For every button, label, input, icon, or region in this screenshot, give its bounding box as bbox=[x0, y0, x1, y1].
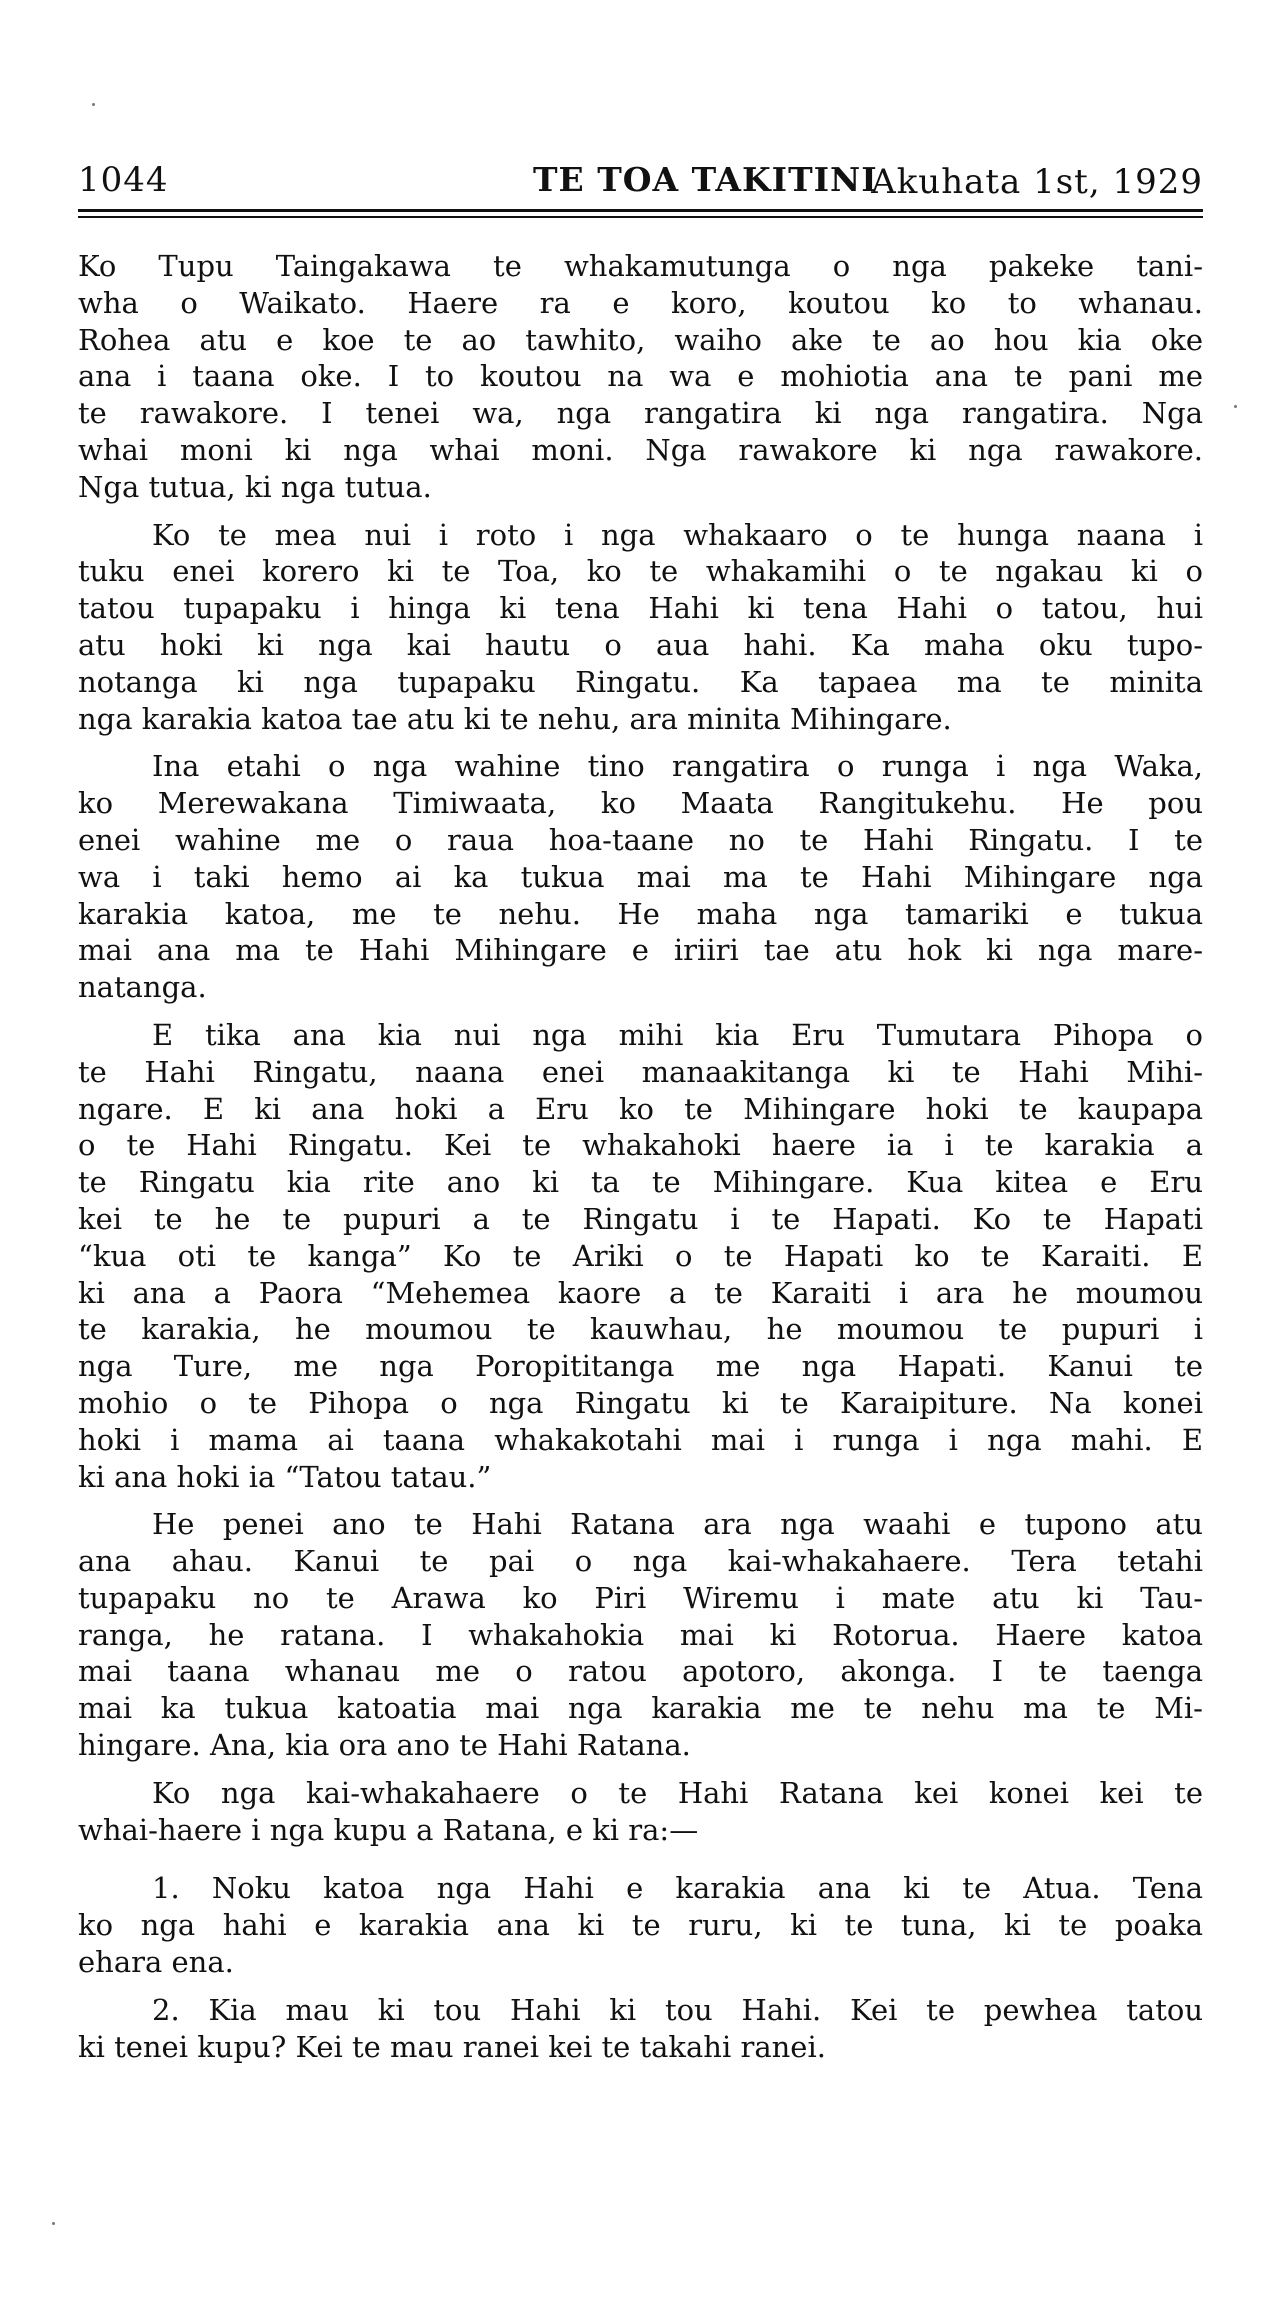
publication-title: TE TOA TAKITINI bbox=[533, 160, 878, 199]
text-line: 1. Noku katoa nga Hahi e karakia ana ki te Atua. Tena bbox=[152, 1871, 1203, 1906]
running-header bbox=[78, 160, 1203, 208]
article-body bbox=[78, 248, 1203, 2076]
text-line: hingare. Ana, kia ora ano te Hahi Ratana. bbox=[78, 1728, 691, 1763]
print-speck bbox=[92, 103, 95, 106]
text-line: “kua oti te kanga” Ko te Ariki o te Hapati ko te Karaiti. E bbox=[78, 1238, 1203, 1273]
paragraph bbox=[78, 1506, 1203, 1764]
text-line: notanga ki nga tupapaku Ringatu. Ka tapaea ma te minita bbox=[78, 664, 1203, 699]
text-line: te rawakore. I tenei wa, nga rangatira ki nga rangatira. Nga bbox=[78, 396, 1203, 431]
text-line: He penei ano te Hahi Ratana ara nga waahi e tupono atu bbox=[152, 1507, 1203, 1542]
text-line: Ina etahi o nga wahine tino rangatira o runga i nga Waka, bbox=[152, 749, 1203, 784]
text-line: wa i taki hemo ai ka tukua mai ma te Hahi Mihingare nga bbox=[78, 859, 1203, 894]
text-line: tatou tupapaku i hinga ki tena Hahi ki tena Hahi o tatou, hui bbox=[78, 591, 1203, 626]
text-line: mai ka tukua katoatia mai nga karakia me te nehu ma te Mi- bbox=[78, 1691, 1203, 1726]
text-line: 2. Kia mau ki tou Hahi ki tou Hahi. Kei te pewhea tatou bbox=[152, 1992, 1203, 2027]
text-line: Ko Tupu Taingakawa te whakamutunga o nga pakeke tani- bbox=[78, 249, 1203, 283]
text-line: te Hahi Ringatu, naana enei manaakitanga ki te Hahi Mihi- bbox=[78, 1054, 1203, 1089]
text-line: whai moni ki nga whai moni. Nga rawakore ki nga rawakore. bbox=[78, 432, 1203, 467]
text-line: E tika ana kia nui nga mihi kia Eru Tumutara Pihopa o bbox=[152, 1017, 1203, 1052]
text-line: o te Hahi Ringatu. Kei te whakahoki haere ia i te karakia a bbox=[78, 1128, 1203, 1163]
text-line: ranga, he ratana. I whakahokia mai ki Rotorua. Haere katoa bbox=[78, 1617, 1203, 1652]
text-line: te karakia, he moumou te kauwhau, he moumou te pupuri i bbox=[78, 1312, 1203, 1347]
text-line: ki tenei kupu? Kei te mau ranei kei te takahi ranei. bbox=[78, 2029, 826, 2064]
print-speck bbox=[1234, 405, 1237, 408]
page-number: 1044 bbox=[78, 160, 169, 200]
print-speck bbox=[52, 2222, 55, 2225]
text-line: whai-haere i nga kupu a Ratana, e ki ra:— bbox=[78, 1812, 699, 1847]
text-line: natanga. bbox=[78, 970, 207, 1005]
text-line: mai ana ma te Hahi Mihingare e iriiri tae atu hok ki nga mare- bbox=[78, 933, 1203, 968]
issue-date: Akuhata 1st, 1929 bbox=[871, 162, 1203, 202]
text-line: atu hoki ki nga kai hautu o aua hahi. Ka maha oku tupo- bbox=[78, 627, 1203, 662]
paragraph bbox=[78, 1870, 1203, 1980]
text-line: enei wahine me o raua hoa-taane no te Hahi Ringatu. I te bbox=[78, 822, 1203, 857]
paragraph bbox=[78, 517, 1203, 738]
text-line: mai taana whanau me o ratou apotoro, akonga. I te taenga bbox=[78, 1654, 1203, 1689]
text-line: nga Ture, me nga Poropititanga me nga Hapati. Kanui te bbox=[78, 1349, 1203, 1384]
header-rule-bottom bbox=[78, 216, 1203, 218]
text-line: ko nga hahi e karakia ana ki te ruru, ki te tuna, ki te poaka bbox=[78, 1908, 1203, 1943]
text-line: Rohea atu e koe te ao tawhito, waiho ake te ao hou kia oke bbox=[78, 322, 1203, 357]
text-line: kei te he te pupuri a te Ringatu i te Hapati. Ko te Hapati bbox=[78, 1201, 1203, 1236]
text-line: Ko nga kai-whakahaere o te Hahi Ratana kei konei kei te bbox=[152, 1775, 1203, 1810]
paragraph bbox=[78, 1017, 1203, 1495]
text-line: hoki i mama ai taana whakakotahi mai i runga i nga mahi. E bbox=[78, 1422, 1203, 1457]
text-line: Ko te mea nui i roto i nga whakaaro o te hunga naana i bbox=[152, 517, 1203, 552]
text-line: te Ringatu kia rite ano ki ta te Mihingare. Kua kitea e Eru bbox=[78, 1165, 1203, 1200]
text-line: nga karakia katoa tae atu ki te nehu, ara minita Mihingare. bbox=[78, 701, 952, 736]
text-line: ngare. E ki ana hoki a Eru ko te Mihingare hoki te kaupapa bbox=[78, 1091, 1203, 1126]
text-line: ki ana hoki ia “Tatou tatau.” bbox=[78, 1459, 492, 1494]
text-line: wha o Waikato. Haere ra e koro, koutou ko to whanau. bbox=[78, 285, 1203, 320]
text-line: karakia katoa, me te nehu. He maha nga tamariki e tukua bbox=[78, 896, 1203, 931]
text-line: tupapaku no te Arawa ko Piri Wiremu i mate atu ki Tau- bbox=[78, 1580, 1203, 1615]
paragraph bbox=[78, 1775, 1203, 1849]
text-line: mohio o te Pihopa o nga Ringatu ki te Karaipiture. Na konei bbox=[78, 1385, 1203, 1420]
paragraph bbox=[78, 1992, 1203, 2066]
text-line: Nga tutua, ki nga tutua. bbox=[78, 469, 432, 504]
paragraph bbox=[78, 248, 1203, 506]
text-line: ki ana a Paora “Mehemea kaore a te Karaiti i ara he moumou bbox=[78, 1275, 1203, 1310]
text-line: ehara ena. bbox=[78, 1945, 234, 1980]
paragraph bbox=[78, 748, 1203, 1006]
text-line: tuku enei korero ki te Toa, ko te whakamihi o te ngakau ki o bbox=[78, 554, 1203, 589]
text-line: ana ahau. Kanui te pai o nga kai-whakahaere. Tera tetahi bbox=[78, 1544, 1203, 1579]
header-rule-top bbox=[78, 209, 1203, 212]
text-line: ana i taana oke. I to koutou na wa e mohiotia ana te pani me bbox=[78, 359, 1203, 394]
text-line: ko Merewakana Timiwaata, ko Maata Rangitukehu. He pou bbox=[78, 786, 1203, 821]
